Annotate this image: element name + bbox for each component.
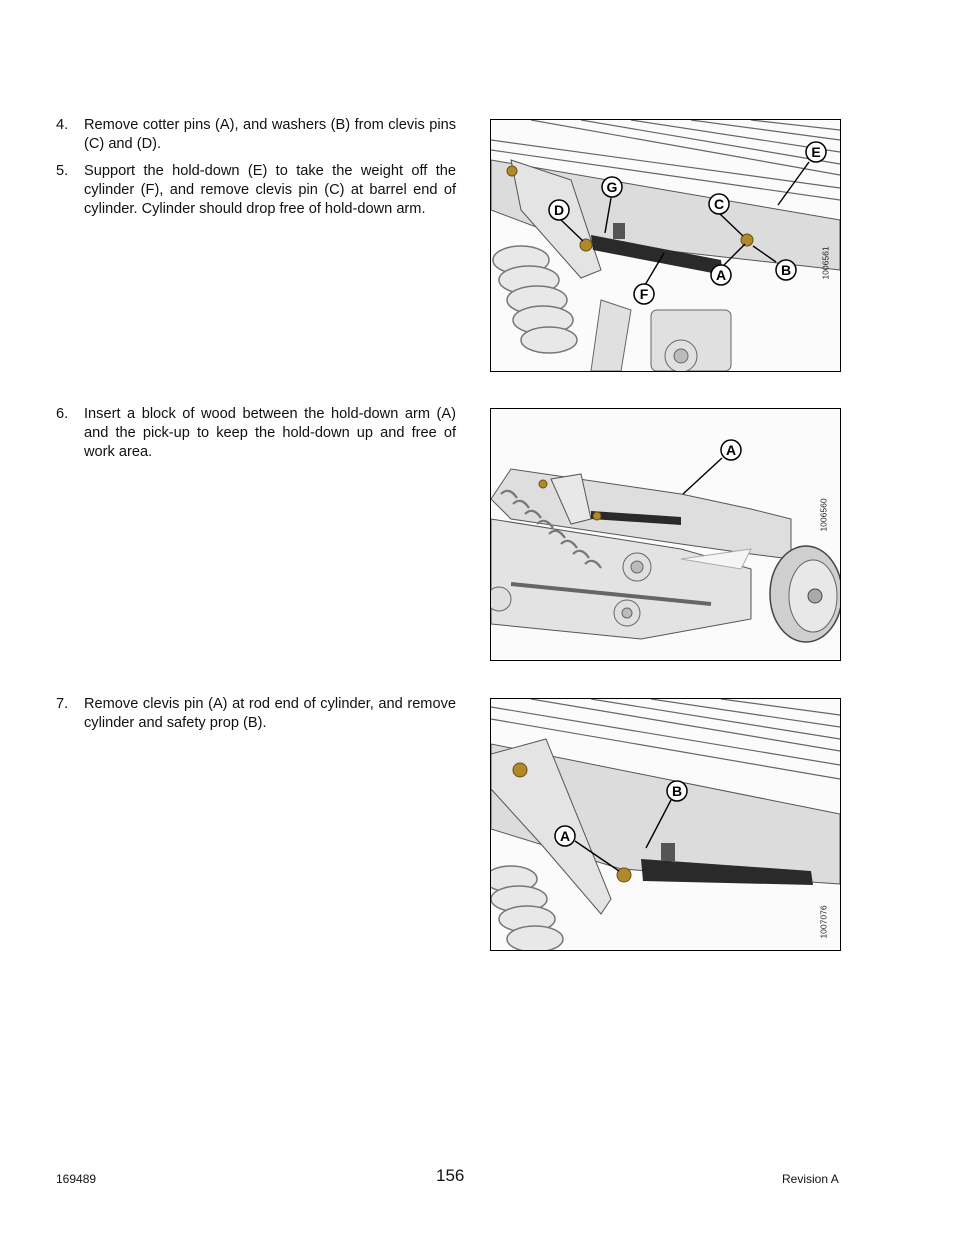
hold-down-cylinder-illustration [491, 120, 840, 371]
step-5 [56, 162, 456, 219]
step-number: 6. [56, 406, 69, 422]
hold-down-arm-illustration [491, 409, 840, 660]
callout-b: B [671, 783, 683, 799]
callout-g: G [606, 179, 618, 195]
callout-b: B [780, 262, 792, 278]
step-text: Support the hold-down (E) to take the weight off the cylinder (F), and remove clevis pin (C) at barrel end of cylinder. Cylinder should drop free of hold-down arm. [84, 163, 456, 217]
step-4 [56, 116, 456, 154]
clevis-pin-illustration [491, 699, 840, 950]
step-number: 7. [56, 696, 69, 712]
figure-1006561 [490, 119, 841, 372]
figure-id: 1006560 [818, 498, 829, 532]
doc-number: 169489 [56, 1172, 97, 1186]
callout-d: D [553, 202, 565, 218]
callout-c: C [713, 196, 725, 212]
step-text: Remove clevis pin (A) at rod end of cylinder, and remove cylinder and safety prop (B). [84, 696, 456, 731]
figure-1006560 [490, 408, 841, 661]
step-7 [56, 695, 456, 733]
callout-f: F [639, 286, 649, 302]
page-number: 156 [436, 1166, 465, 1185]
step-number: 4. [56, 117, 69, 133]
callout-a: A [725, 442, 737, 458]
figure-id: 1007076 [818, 905, 829, 939]
callout-e: E [811, 144, 821, 160]
callout-a: A [715, 267, 727, 283]
step-6 [56, 405, 456, 462]
callout-a: A [559, 828, 571, 844]
revision-label: Revision A [782, 1172, 839, 1186]
step-number: 5. [56, 163, 69, 179]
figure-id: 1006561 [820, 246, 831, 280]
figure-1007076 [490, 698, 841, 951]
step-text: Insert a block of wood between the hold-down arm (A) and the pick-up to keep the hold-down up and free of work area. [84, 406, 456, 460]
step-text: Remove cotter pins (A), and washers (B) from clevis pins (C) and (D). [84, 117, 456, 152]
